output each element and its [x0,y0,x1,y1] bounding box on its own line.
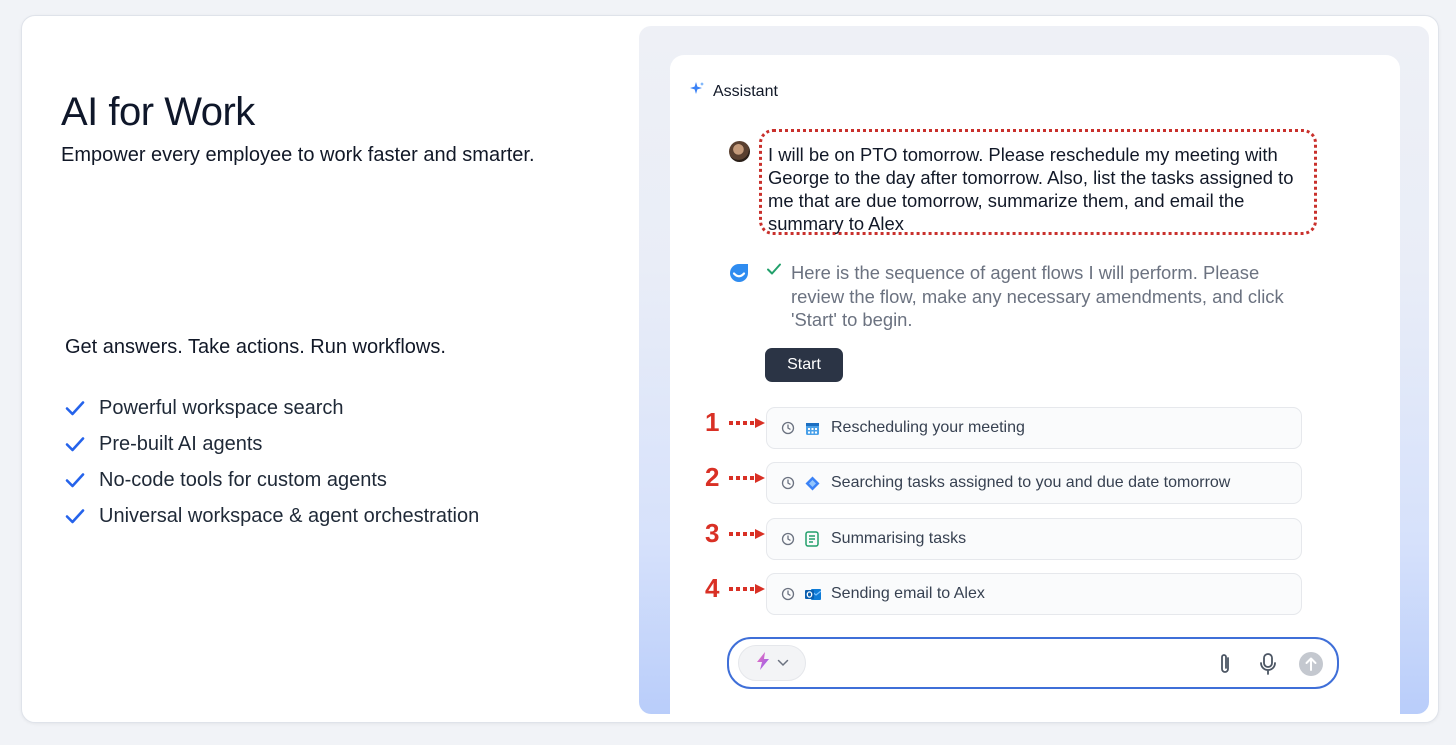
sparkle-icon [689,81,705,102]
flow-step-reschedule[interactable] [766,407,1302,449]
check-icon [65,508,99,524]
user-prompt: I will be on PTO tomorrow. Please reschedule my meeting with George to the day after tomorrow. Also, list the tasks assigned to me that are due tomorrow, summarize them, and email the summary to Alex [759,129,1317,235]
diamond-icon [805,476,821,491]
check-icon [766,262,782,281]
feature-label: Pre-built AI agents [99,432,263,455]
feature-item [65,390,479,426]
dotted-arrow-icon [727,417,767,429]
step-label: Summarising tasks [831,530,967,547]
attach-icon[interactable] [1217,652,1233,681]
flow-step-summarise[interactable] [766,518,1302,560]
check-icon [65,400,99,416]
dotted-arrow-icon [727,583,767,595]
message-input[interactable] [727,637,1339,689]
clock-icon [781,476,797,490]
microphone-icon[interactable] [1258,652,1278,681]
outlook-icon [805,587,821,602]
feature-item [65,498,479,534]
check-icon [65,472,99,488]
assistant-panel [639,26,1429,714]
lightning-icon [755,652,771,675]
chevron-down-icon [777,654,789,672]
feature-item [65,462,479,498]
assistant-label: Assistant [713,82,778,100]
feature-list [65,390,479,534]
step-label: Sending email to Alex [831,585,985,602]
flow-step-send-email[interactable] [766,573,1302,615]
step-marker [705,518,767,549]
flow-step-search-tasks[interactable] [766,462,1302,504]
step-label: Searching tasks assigned to you and due date tomorrow [831,474,1231,491]
step-number: 3 [705,518,720,548]
step-number: 1 [705,407,720,437]
check-icon [65,436,99,452]
assistant-reply: Here is the sequence of agent flows I will perform. Please review the flow, make any necessary amendments, and click 'Start' to begin. [791,262,1284,330]
chat-window [670,55,1400,720]
assistant-bot-icon [729,263,749,288]
clock-icon [781,532,797,546]
tagline: Get answers. Take actions. Run workflows. [65,336,446,358]
step-marker [705,407,767,438]
feature-item [65,426,479,462]
main-card [21,15,1439,723]
send-icon[interactable] [1298,651,1324,682]
calendar-icon [805,421,821,436]
hero-subtitle: Empower every employee to work faster and smarter. [61,144,535,166]
step-number: 2 [705,462,720,492]
dotted-arrow-icon [727,528,767,540]
step-label: Rescheduling your meeting [831,419,1025,436]
hero-title: AI for Work [61,90,255,134]
start-button[interactable]: Start [765,348,843,382]
step-marker [705,462,767,493]
assistant-header [689,81,778,102]
step-marker [705,573,767,604]
step-number: 4 [705,573,720,603]
dotted-arrow-icon [727,472,767,484]
user-avatar [729,141,750,162]
clock-icon [781,421,797,435]
clock-icon [781,587,797,601]
feature-label: No-code tools for custom agents [99,468,387,491]
feature-label: Powerful workspace search [99,396,344,419]
mode-selector[interactable] [738,645,806,681]
feature-label: Universal workspace & agent orchestration [99,504,480,527]
document-icon [805,531,821,547]
